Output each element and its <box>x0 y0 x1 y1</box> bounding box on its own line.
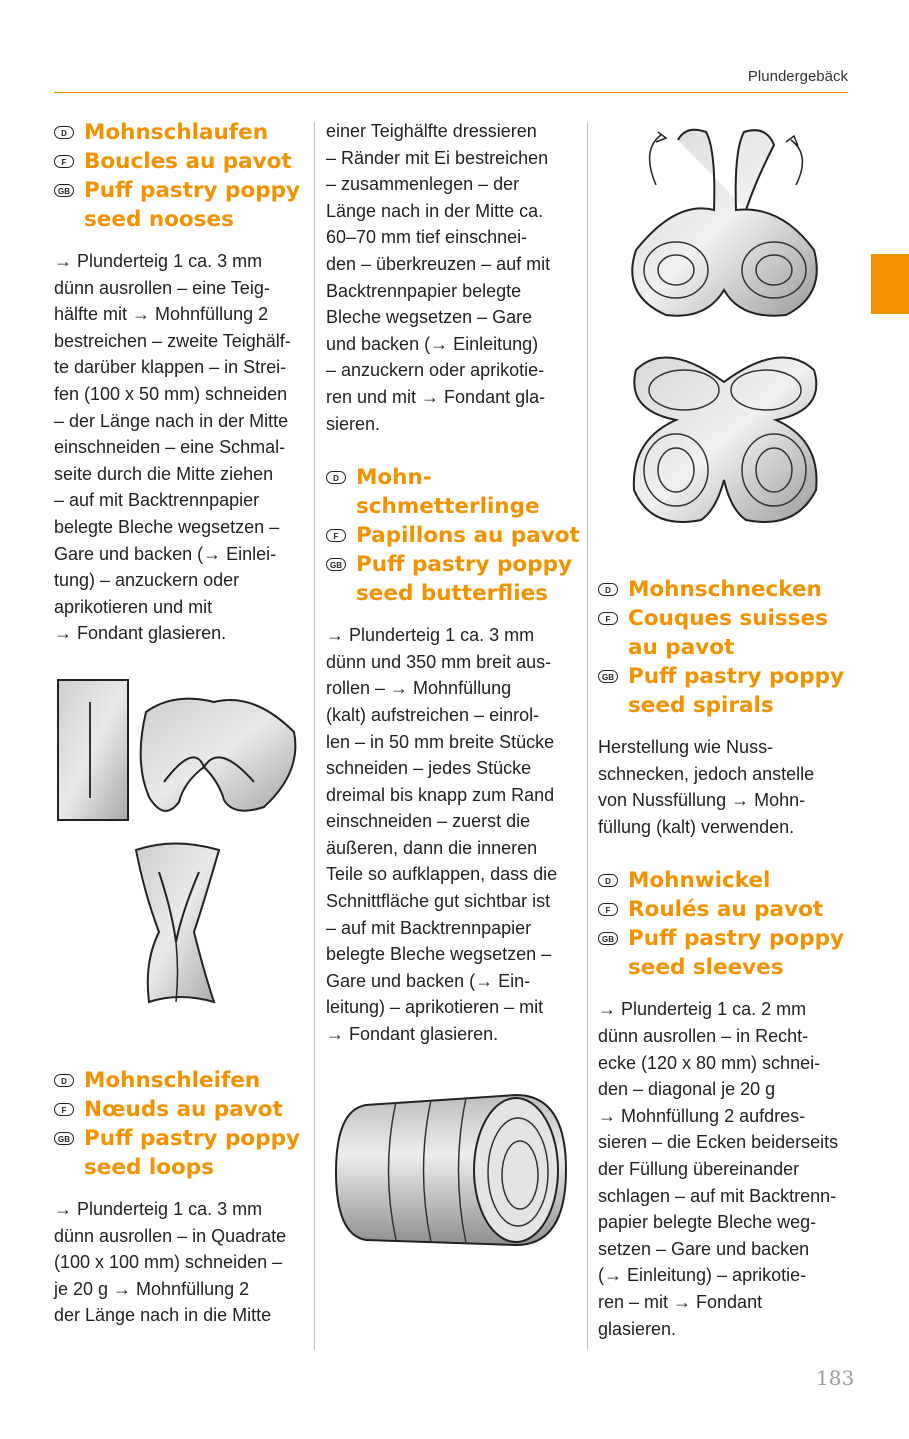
title-fr: Nœuds au pavot <box>84 1097 283 1122</box>
lang-gb-icon: GB <box>54 184 74 197</box>
column-1-lower <box>54 1066 310 1329</box>
running-header <box>54 66 848 93</box>
recipe-body-mohnschnecken: Herstellung wie Nuss- schnecken, jedoch anstelle von Nussfüllung → Mohn- füllung (kalt) verwenden. <box>598 737 815 837</box>
spirals-illustration <box>606 120 846 550</box>
page-number: 183 <box>816 1366 855 1390</box>
title-fr: Couques suisses au pavot <box>628 606 828 660</box>
title-de: Mohn- schmetterlinge <box>356 465 540 520</box>
lang-gb-icon: GB <box>54 1132 74 1145</box>
title-de: Mohnschnecken <box>628 577 822 602</box>
lang-fr-icon: F <box>54 155 74 168</box>
title-de: Mohnschleifen <box>84 1068 261 1093</box>
recipe-body-mohnschleifen-continued: einer Teighälfte dressieren – Ränder mit Ei bestreichen – zusammenlegen – der Länge nach in der Mitte ca. 60–70 mm tief einschnei- den – überkreuzen – auf mit Backtrennpapier belegte Bleche wegsetzen – Gare und backen (→ Einleitung) – anzuckern oder aprikotie- ren und mit → Fondant gla- sieren. <box>326 121 551 434</box>
recipe-body-mohnschlaufen: → Plunderteig 1 ca. 3 mm dünn ausrollen – eine Teig- hälfte mit → Mohnfüllung 2 bestreichen – zweite Teighälf- te darüber klappen – in Strei- fen (100 x 50 mm) schneiden – der Länge nach in der Mitte einschneiden – eine Schmal- seite durch die Mitte ziehen – auf mit Backtrennpapier belegte Bleche wegsetzen – Gare und backen (→ Einlei- tung) – anzuckern oder aprikotieren und mit → Fondant glasieren. <box>54 251 291 644</box>
title-gb: Puff pastry poppy seed nooses <box>84 178 300 232</box>
title-de: Mohnschlaufen <box>84 120 269 145</box>
chapter-tab-marker <box>871 254 909 314</box>
title-de: Mohnwickel <box>628 868 771 894</box>
title-fr: Boucles au pavot <box>84 149 292 174</box>
lang-gb-icon: GB <box>598 670 618 683</box>
column-divider <box>314 122 315 1350</box>
column-3 <box>598 575 854 1342</box>
title-gb: Puff pastry poppy seed butterflies <box>356 552 572 607</box>
recipe-title-mohnschlaufen <box>54 118 310 234</box>
recipe-title-mohnschnecken <box>598 575 854 720</box>
lang-fr-icon: F <box>54 1103 74 1116</box>
column-1 <box>54 118 310 647</box>
lang-de-icon: D <box>598 874 618 887</box>
lang-gb-icon: GB <box>326 558 346 571</box>
recipe-body-mohnschleifen: → Plunderteig 1 ca. 3 mm dünn ausrollen – in Quadrate (100 x 100 mm) schneiden – je 20 g → Mohnfüllung 2 der Länge nach in die Mitte <box>54 1199 287 1326</box>
title-gb: Puff pastry poppy seed sleeves <box>628 926 844 981</box>
chapter-title: Plundergebäck <box>747 68 848 85</box>
title-gb: Puff pastry poppy seed loops <box>84 1126 300 1180</box>
lang-fr-icon: F <box>598 612 618 625</box>
recipe-body-mohnwickel: → Plunderteig 1 ca. 2 mm dünn ausrollen – in Recht- ecke (120 x 80 mm) schnei- den – diagonal je 20 g → Mohnfüllung 2 aufdres- sieren – die Ecken beiderseits der Füllung übereinander schlagen – auf mit Backtrenn- papier belegte Bleche weg- setzen – Gare und backen (→ Einleitung) – aprikotie- ren – mit → Fondant glasieren. <box>598 999 839 1339</box>
recipe-title-mohnschleifen <box>54 1066 310 1182</box>
lang-gb-icon: GB <box>598 932 618 945</box>
recipe-title-mohnwickel <box>598 866 854 982</box>
lang-de-icon: D <box>326 471 346 484</box>
title-fr: Papillons au pavot <box>356 523 580 549</box>
title-fr: Roulés au pavot <box>628 897 824 923</box>
lang-de-icon: D <box>598 583 618 596</box>
title-gb: Puff pastry poppy seed spirals <box>628 664 844 718</box>
recipe-title-mohnschmetterlinge <box>326 463 582 608</box>
column-2 <box>326 118 582 1048</box>
lang-fr-icon: F <box>598 903 618 916</box>
lang-fr-icon: F <box>326 529 346 542</box>
lang-de-icon: D <box>54 1074 74 1087</box>
nooses-illustration <box>54 672 306 1028</box>
column-divider <box>587 122 588 1350</box>
roll-illustration <box>326 1080 576 1260</box>
recipe-body-mohnschmetterlinge: → Plunderteig 1 ca. 3 mm dünn und 350 mm breit aus- rollen – → Mohnfüllung (kalt) aufstreichen – einrol- len – in 50 mm breite Stücke schneiden – jedes Stücke dreimal bis knapp zum Rand einschneiden – zuerst die äußeren, dann die inneren Teile so aufklappen, dass die Schnittfläche gut sichtbar ist – auf mit Backtrennpapier belegte Bleche wegsetzen – Gare und backen (→ Ein- leitung) – aprikotieren – mit → Fondant glasieren. <box>326 625 558 1045</box>
lang-de-icon: D <box>54 126 74 139</box>
